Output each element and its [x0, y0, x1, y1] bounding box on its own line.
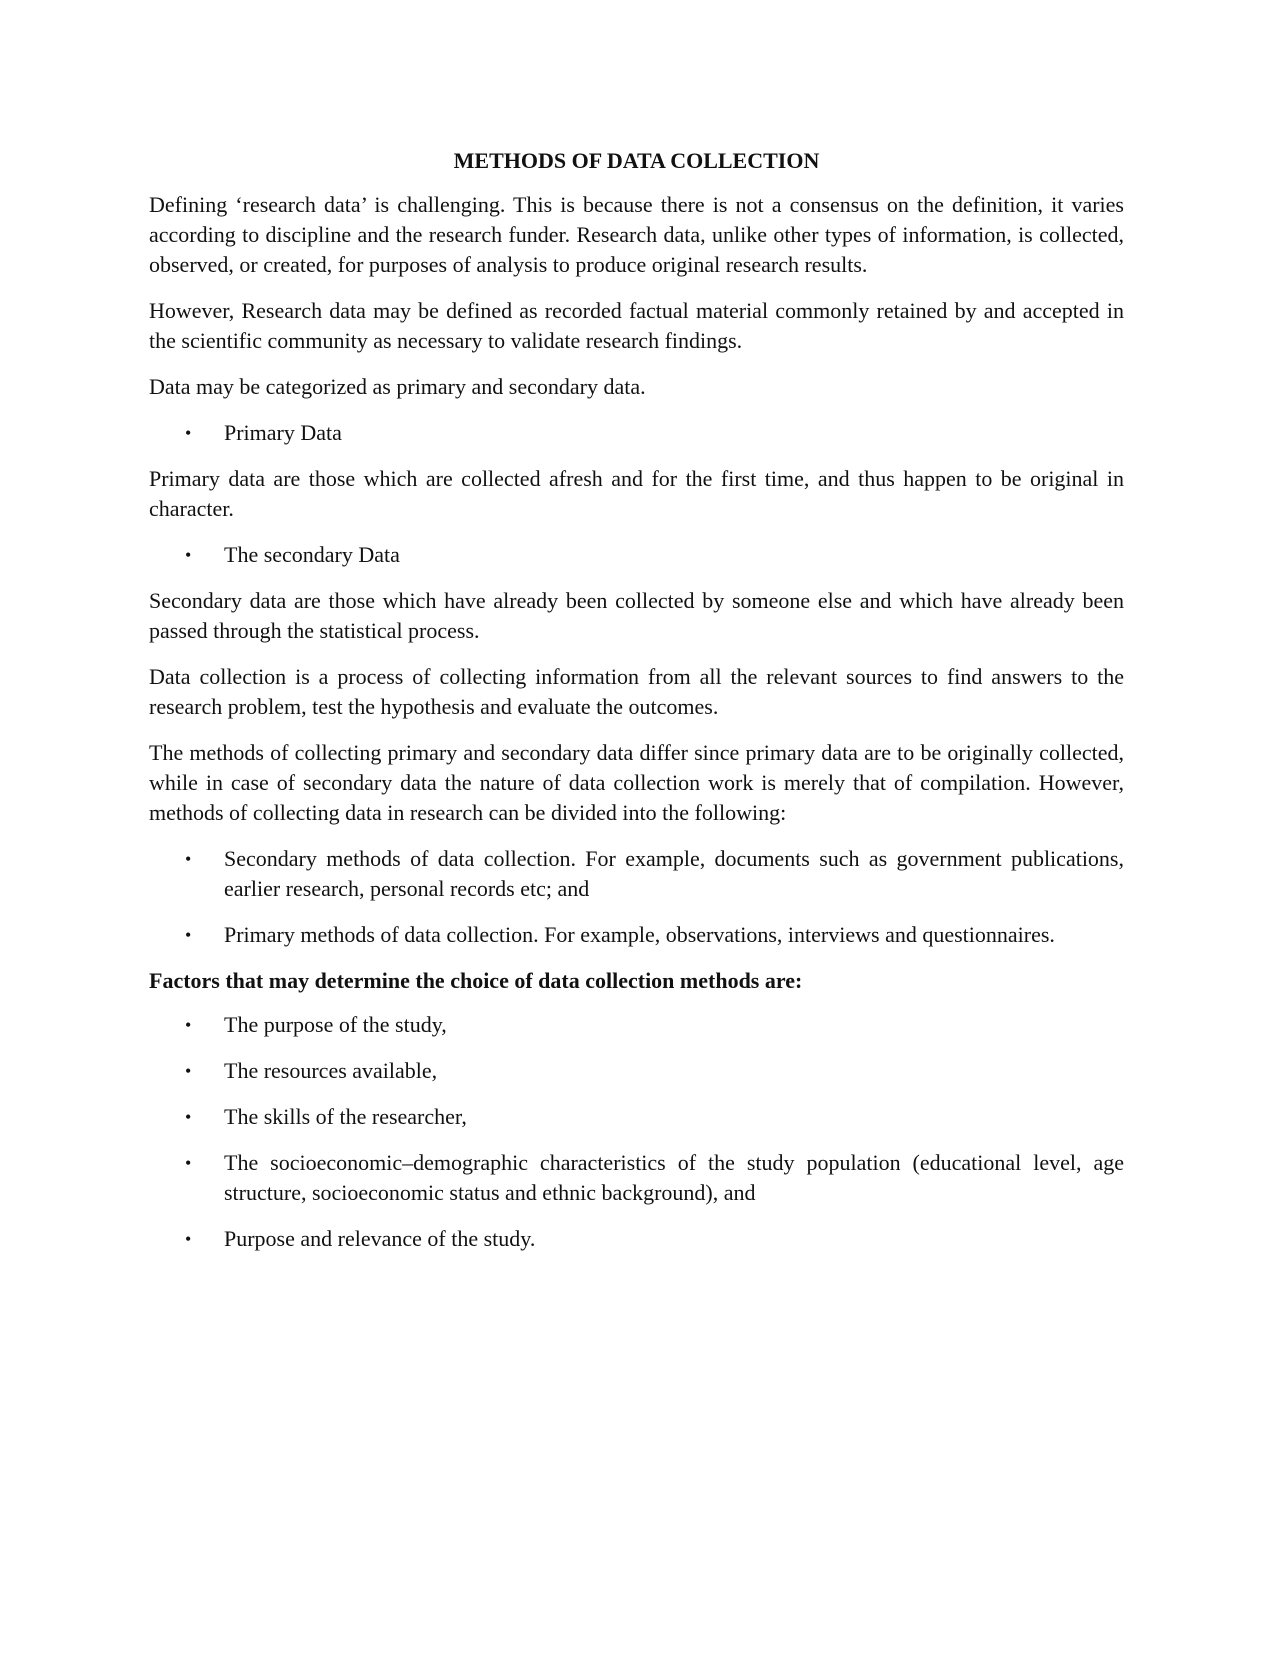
list-item [149, 920, 1124, 950]
bullet-icon: • [185, 1015, 192, 1035]
list-item [149, 1010, 1124, 1040]
list-item [149, 1056, 1124, 1086]
paragraph-secondary-data: Secondary data are those which have already been collected by someone else and which have already been passed through the statistical process. [149, 588, 1124, 643]
bullet-icon: • [185, 849, 192, 869]
secondary-data-list [149, 540, 1124, 570]
list-item [149, 1148, 1124, 1208]
list-item-text: The purpose of the study, [224, 1012, 447, 1037]
list-item-text: The skills of the researcher, [224, 1104, 467, 1129]
document-content [149, 146, 1124, 1270]
bullet-icon: • [185, 925, 192, 945]
primary-data-list [149, 418, 1124, 448]
list-item-text: Primary methods of data collection. For example, observations, interviews and questionnaires. [224, 922, 1055, 947]
factors-list [149, 1010, 1124, 1254]
paragraph-data-categories: Data may be categorized as primary and secondary data. [149, 374, 646, 399]
list-item-text: Secondary methods of data collection. For example, documents such as government publications, earlier research, personal records etc; and [224, 846, 1124, 901]
bullet-icon: • [185, 1061, 192, 1081]
bullet-icon: • [185, 423, 192, 443]
bullet-icon: • [185, 1153, 192, 1173]
list-item-text: The secondary Data [224, 542, 400, 567]
methods-list [149, 844, 1124, 950]
list-item-text: The socioeconomic–demographic characteristics of the study population (educational level, age structure, socioeconomic status and ethnic background), and [224, 1150, 1124, 1205]
bullet-icon: • [185, 545, 192, 565]
list-item-text: The resources available, [224, 1058, 438, 1083]
list-item [149, 418, 1124, 448]
list-item [149, 540, 1124, 570]
bullet-icon: • [185, 1107, 192, 1127]
list-item [149, 844, 1124, 904]
document-title: METHODS OF DATA COLLECTION [453, 148, 820, 173]
list-item [149, 1102, 1124, 1132]
list-item [149, 1224, 1124, 1254]
paragraph-methods: The methods of collecting primary and secondary data differ since primary data are to be originally collected, while in case of secondary data the nature of data collection work is merely that of compilation. However, methods of collecting data in research can be divided into the following: [149, 740, 1124, 825]
factors-heading: Factors that may determine the choice of data collection methods are: [149, 968, 803, 993]
bullet-icon: • [185, 1229, 192, 1249]
list-item-text: Purpose and relevance of the study. [224, 1226, 536, 1251]
paragraph-defining-research-data: Defining ‘research data’ is challenging. This is because there is not a consensus on the definition, it varies according to discipline and the research funder. Research data, unlike other types of information, is collected, observed, or created, for purposes of analysis to produce original research results. [149, 192, 1124, 277]
list-item-text: Primary Data [224, 420, 342, 445]
paragraph-research-data-definition: However, Research data may be defined as recorded factual material commonly retained by and accepted in the scientific community as necessary to validate research findings. [149, 298, 1124, 353]
paragraph-data-collection: Data collection is a process of collecting information from all the relevant sources to find answers to the research problem, test the hypothesis and evaluate the outcomes. [149, 664, 1124, 719]
paragraph-primary-data: Primary data are those which are collected afresh and for the first time, and thus happen to be original in character. [149, 466, 1124, 521]
